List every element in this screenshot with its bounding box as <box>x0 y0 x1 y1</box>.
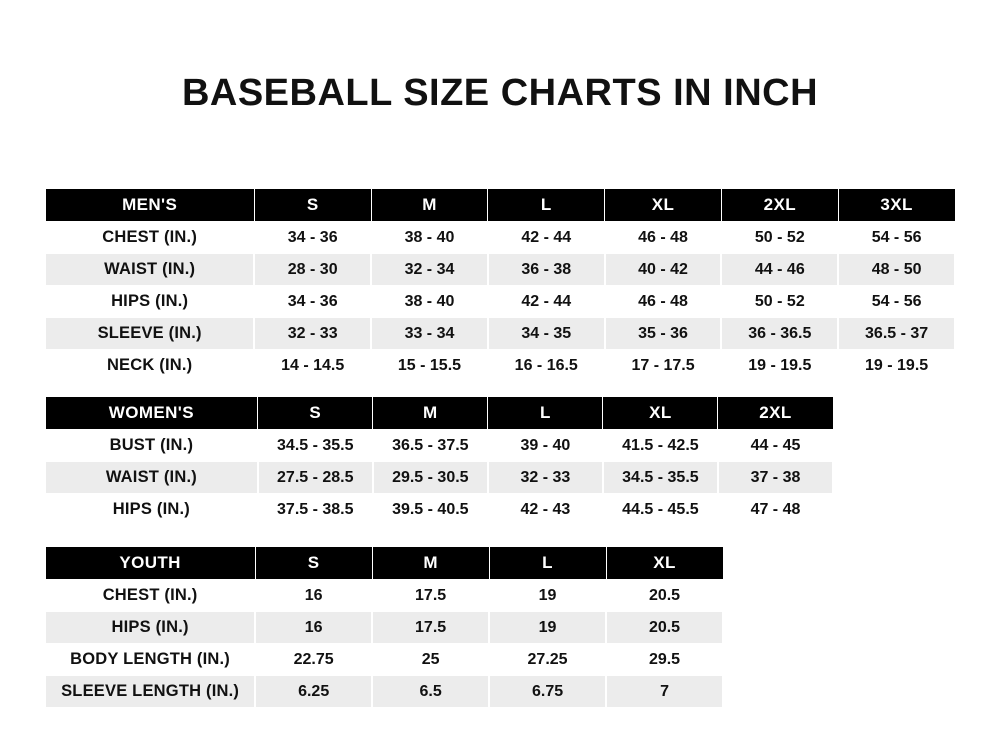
table-size-header: S <box>254 189 371 222</box>
table-cell: 46 - 48 <box>605 286 722 318</box>
table-row <box>45 286 955 318</box>
table-cell: 19 <box>489 612 606 644</box>
table-cell: 50 - 52 <box>721 286 838 318</box>
table-row-label: HIPS (IN.) <box>45 286 254 318</box>
table-cell: 36.5 - 37 <box>838 318 955 350</box>
table-cell: 50 - 52 <box>721 222 838 254</box>
table-cell: 34.5 - 35.5 <box>603 462 718 494</box>
table-size-header: XL <box>603 397 718 430</box>
table-row <box>45 676 723 708</box>
table-row-label: BODY LENGTH (IN.) <box>45 644 255 676</box>
table-cell: 44 - 45 <box>718 430 833 462</box>
table-row <box>45 612 723 644</box>
table-size-header: 3XL <box>838 189 955 222</box>
table-row-label: HIPS (IN.) <box>45 494 258 526</box>
table-cell: 44.5 - 45.5 <box>603 494 718 526</box>
table-category-header: YOUTH <box>45 547 255 580</box>
table-cell: 41.5 - 42.5 <box>603 430 718 462</box>
table-header-row <box>45 397 833 430</box>
table-cell: 36 - 36.5 <box>721 318 838 350</box>
table-size-header: M <box>373 397 488 430</box>
table-cell: 20.5 <box>606 612 723 644</box>
table-size-header: M <box>372 547 489 580</box>
table-cell: 33 - 34 <box>371 318 488 350</box>
table-size-header: S <box>258 397 373 430</box>
table-cell: 36 - 38 <box>488 254 605 286</box>
table-cell: 34 - 35 <box>488 318 605 350</box>
table-cell: 29.5 - 30.5 <box>373 462 488 494</box>
womens-size-chart-header <box>45 397 833 430</box>
table-cell: 34 - 36 <box>254 286 371 318</box>
table-cell: 19 - 19.5 <box>838 350 955 382</box>
table-row <box>45 222 955 254</box>
womens-size-chart-body <box>45 430 833 526</box>
table-cell: 14 - 14.5 <box>254 350 371 382</box>
table-cell: 6.25 <box>255 676 372 708</box>
table-category-header: WOMEN'S <box>45 397 258 430</box>
table-size-header: M <box>371 189 488 222</box>
table-cell: 20.5 <box>606 580 723 612</box>
table-row <box>45 580 723 612</box>
table-row-label: BUST (IN.) <box>45 430 258 462</box>
table-cell: 37 - 38 <box>718 462 833 494</box>
table-row-label: CHEST (IN.) <box>45 580 255 612</box>
table-cell: 42 - 44 <box>488 286 605 318</box>
table-row-label: SLEEVE LENGTH (IN.) <box>45 676 255 708</box>
table-cell: 38 - 40 <box>371 286 488 318</box>
table-cell: 16 <box>255 580 372 612</box>
table-size-header: S <box>255 547 372 580</box>
table-size-header: L <box>489 547 606 580</box>
table-cell: 42 - 44 <box>488 222 605 254</box>
table-cell: 19 <box>489 580 606 612</box>
table-cell: 40 - 42 <box>605 254 722 286</box>
table-cell: 38 - 40 <box>371 222 488 254</box>
table-cell: 39.5 - 40.5 <box>373 494 488 526</box>
table-row <box>45 462 833 494</box>
table-header-row <box>45 547 723 580</box>
table-cell: 54 - 56 <box>838 222 955 254</box>
table-cell: 17 - 17.5 <box>605 350 722 382</box>
table-cell: 27.25 <box>489 644 606 676</box>
table-row <box>45 644 723 676</box>
table-header-row <box>45 189 955 222</box>
youth-size-chart <box>44 546 724 708</box>
table-category-header: MEN'S <box>45 189 254 222</box>
table-size-header: 2XL <box>721 189 838 222</box>
table-cell: 17.5 <box>372 580 489 612</box>
table-cell: 27.5 - 28.5 <box>258 462 373 494</box>
youth-size-chart-body <box>45 580 723 708</box>
table-row <box>45 494 833 526</box>
table-row-label: WAIST (IN.) <box>45 462 258 494</box>
table-cell: 34 - 36 <box>254 222 371 254</box>
table-size-header: XL <box>606 547 723 580</box>
table-cell: 47 - 48 <box>718 494 833 526</box>
table-cell: 48 - 50 <box>838 254 955 286</box>
table-cell: 35 - 36 <box>605 318 722 350</box>
table-cell: 19 - 19.5 <box>721 350 838 382</box>
table-size-header: 2XL <box>718 397 833 430</box>
table-cell: 42 - 43 <box>488 494 603 526</box>
table-cell: 6.75 <box>489 676 606 708</box>
table-cell: 36.5 - 37.5 <box>373 430 488 462</box>
table-cell: 28 - 30 <box>254 254 371 286</box>
table-cell: 7 <box>606 676 723 708</box>
table-row-label: NECK (IN.) <box>45 350 254 382</box>
table-size-header: L <box>488 397 603 430</box>
womens-size-chart <box>44 396 834 526</box>
table-row <box>45 430 833 462</box>
table-size-header: XL <box>605 189 722 222</box>
table-cell: 22.75 <box>255 644 372 676</box>
table-size-header: L <box>488 189 605 222</box>
table-row <box>45 350 955 382</box>
table-cell: 54 - 56 <box>838 286 955 318</box>
mens-size-chart-body <box>45 222 955 382</box>
table-cell: 15 - 15.5 <box>371 350 488 382</box>
table-cell: 32 - 33 <box>254 318 371 350</box>
table-cell: 17.5 <box>372 612 489 644</box>
table-cell: 32 - 33 <box>488 462 603 494</box>
youth-size-chart-header <box>45 547 723 580</box>
table-row-label: HIPS (IN.) <box>45 612 255 644</box>
table-row-label: WAIST (IN.) <box>45 254 254 286</box>
mens-size-chart-header <box>45 189 955 222</box>
table-row <box>45 254 955 286</box>
table-cell: 16 - 16.5 <box>488 350 605 382</box>
table-row-label: SLEEVE (IN.) <box>45 318 254 350</box>
table-cell: 32 - 34 <box>371 254 488 286</box>
table-cell: 25 <box>372 644 489 676</box>
table-cell: 29.5 <box>606 644 723 676</box>
table-cell: 16 <box>255 612 372 644</box>
table-row-label: CHEST (IN.) <box>45 222 254 254</box>
table-cell: 37.5 - 38.5 <box>258 494 373 526</box>
page-title: BASEBALL SIZE CHARTS IN INCH <box>181 72 819 114</box>
table-cell: 6.5 <box>372 676 489 708</box>
table-cell: 46 - 48 <box>605 222 722 254</box>
table-cell: 34.5 - 35.5 <box>258 430 373 462</box>
mens-size-chart <box>44 188 956 382</box>
table-cell: 44 - 46 <box>721 254 838 286</box>
table-cell: 39 - 40 <box>488 430 603 462</box>
table-row <box>45 318 955 350</box>
